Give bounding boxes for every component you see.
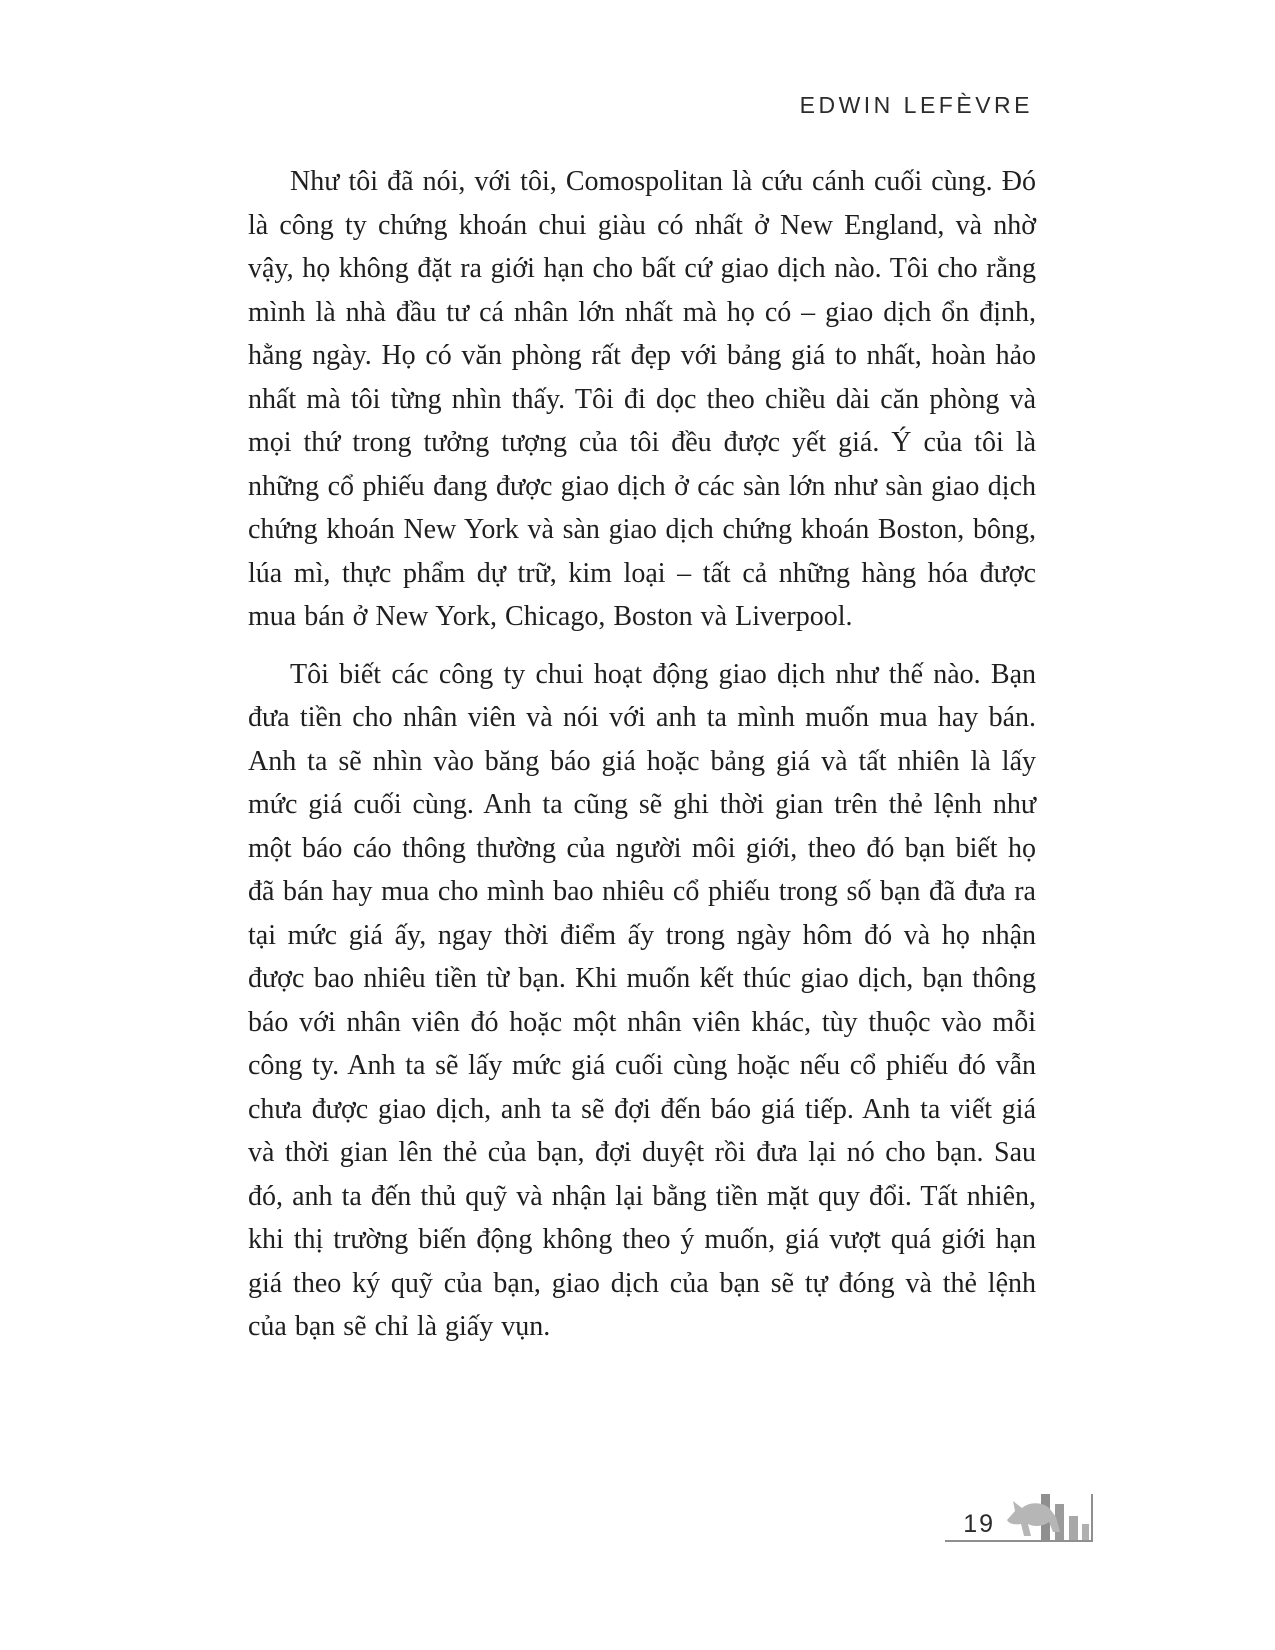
running-header-author: EDWIN LEFÈVRE: [799, 92, 1033, 118]
logo-bar-small: [1082, 1524, 1089, 1540]
page-footer: [945, 1492, 1093, 1542]
page-number: 19: [963, 1510, 995, 1538]
paragraph-2: Tôi biết các công ty chui hoạt động giao dịch như thế nào. Bạn đưa tiền cho nhân viên và nói với anh ta mình muốn mua hay bán. Anh ta sẽ nhìn vào băng báo giá hoặc bảng giá và tất nhiên là lấy mức giá cuối cùng. Anh ta cũng sẽ ghi thời gian trên thẻ lệnh như một báo cáo thông thường của người môi giới, theo đó bạn biết họ đã bán hay mua cho mình bao nhiêu cổ phiếu trong số bạn đã đưa ra tại mức giá ấy, ngay thời điểm ấy trong ngày hôm đó và họ nhận được bao nhiêu tiền từ bạn. Khi muốn kết thúc giao dịch, bạn thông báo với nhân viên đó hoặc một nhân viên khác, tùy thuộc vào mỗi công ty. Anh ta sẽ lấy mức giá cuối cùng hoặc nếu cổ phiếu đó vẫn chưa được giao dịch, anh ta sẽ đợi đến báo giá tiếp. Anh ta viết giá và thời gian lên thẻ của bạn, đợi duyệt rồi đưa lại nó cho bạn. Sau đó, anh ta đến thủ quỹ và nhận lại bằng tiền mặt quy đổi. Tất nhiên, khi thị trường biến động không theo ý muốn, giá vượt quá giới hạn giá theo ký quỹ của bạn, giao dịch của bạn sẽ tự đóng và thẻ lệnh của bạn sẽ chỉ là giấy vụn.: [248, 658, 1036, 1342]
logo-bar-short: [1069, 1516, 1078, 1540]
body-text: [248, 160, 1036, 1363]
logo-vertical-rule: [1091, 1494, 1093, 1540]
logo-bull-silhouette: [1007, 1501, 1060, 1536]
bull-over-bar-chart-logo-icon: [1003, 1490, 1093, 1540]
paragraph-1: Như tôi đã nói, với tôi, Comospolitan là cứu cánh cuối cùng. Đó là công ty chứng khoán chui giàu có nhất ở New England, và nhờ vậy, họ không đặt ra giới hạn cho bất cứ giao dịch nào. Tôi cho rằng mình là nhà đầu tư cá nhân lớn nhất mà họ có – giao dịch ổn định, hằng ngày. Họ có văn phòng rất đẹp với bảng giá to nhất, hoàn hảo nhất mà tôi từng nhìn thấy. Tôi đi dọc theo chiều dài căn phòng và mọi thứ trong tưởng tượng của tôi đều được yết giá. Ý của tôi là những cổ phiếu đang được giao dịch ở các sàn lớn như sàn giao dịch chứng khoán New York và sàn giao dịch chứng khoán Boston, bông, lúa mì, thực phẩm dự trữ, kim loại – tất cả những hàng hóa được mua bán ở New York, Chicago, Boston và Liverpool.: [248, 166, 1036, 632]
